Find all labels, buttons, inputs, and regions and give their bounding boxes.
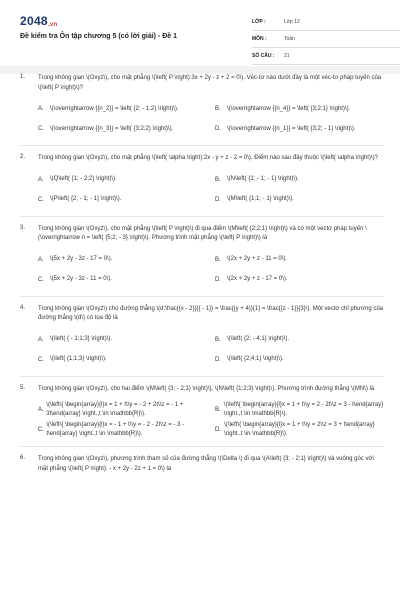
option-d[interactable] [215,190,388,210]
option-text: \(\left\{ \begin{array}{l}x = 1 + t\\y = 2 - 2t\\z = 3 - t\end{array} \right.,t \in \mathbb{R}\). [223,402,384,417]
option-c[interactable] [38,190,211,210]
question-2 [0,154,400,210]
question-separator [20,446,384,447]
option-label: B. [215,336,221,343]
option-c[interactable] [38,350,211,370]
option-text: \(\left\{ \begin{array}{l}x = 1 + t\\y = - 2 + 2t\\z = - 1 + 3t\end{array} \right.,t \in \mathbb{R}\). [46,402,184,417]
option-label: A. [38,336,44,343]
option-text: \(\left( {1;1;3} \right)\). [50,356,107,362]
meta-question-count [252,48,400,65]
option-text: \(P\left( {2; - 1; - 1} \right)\). [50,196,122,202]
option-a[interactable] [38,330,211,350]
header-divider [0,66,400,74]
logo-main: 2048 [20,14,48,28]
option-a[interactable] [38,99,211,119]
option-d[interactable] [215,420,388,440]
question-text: Trong không gian \(Oxyz\), phương trình tham số của đường thẳng \(\Delta \) đi qua \(A\left( {3; - 2;1} \right)\) và vuông góc với mặt phẳng \(\left( P \right): - x + 2y - 2z + 1 = 0\) là [38,456,374,472]
option-text: \(M\left( {1;1; - 1} \right)\). [227,196,295,202]
question-text: Trong không gian \(Oxyz\), cho mặt phẳng \(\left( \alpha \right):2x - y + z - 2 = 0\). Điểm nào sau đây thuộc \(\left( \alpha \right)\)? [38,155,378,161]
option-d[interactable] [215,270,388,290]
question-number: 5. [20,384,26,391]
question-separator [20,216,384,217]
option-b[interactable] [215,250,388,270]
meta-subject [252,31,400,48]
question-3 [0,225,400,290]
option-label: A. [38,176,44,183]
option-text: \(\overrightarrow {{n_3}} = \left( {3;2;2} \right)\). [50,125,174,132]
question-text: Trong không gian \(Oxyz\), cho mặt phẳng \(\left( P \right):3x + 2y - z + 2 = 0\). Véc-tơ nào dưới đây là một véc-tơ pháp tuyến của \(\left( P \right)\)? [38,75,382,91]
question-6 [0,455,400,474]
option-label: C. [38,196,44,203]
option-label: A. [38,256,44,263]
option-label: D. [215,196,221,203]
option-text: \(5x + 2y - 3z - 11 = 0\). [50,276,112,282]
question-separator [20,145,384,146]
option-label: B. [215,256,221,263]
meta-value: Toán [284,36,295,42]
question-separator [20,296,384,297]
question-1 [0,74,400,139]
meta-key: MÔN : [252,36,267,42]
option-text: \(2x + 2y + z - 11 = 0\). [227,256,288,262]
exam-meta [252,14,400,65]
option-label: B. [215,407,221,413]
answer-options [38,170,384,210]
exam-header [20,14,384,64]
site-logo[interactable] [20,14,57,28]
question-text: Trong không gian \(Oxyz\), cho hai điểm \(M\left( {3; - 2;1} \right)\), \(N\left( {1;2;3} \right)\). Phương trình đường thẳng \(MN\) là [38,385,375,392]
question-number: 4. [20,304,26,311]
option-text: \(\overrightarrow {{n_2}} = \left( {2; - 1;2} \right)\). [50,105,179,112]
option-d[interactable] [215,350,388,370]
option-label: B. [215,106,221,112]
logo-suffix: .vn [47,22,58,28]
option-label: C. [38,276,44,283]
question-text: Trong không gian \(Oxyz\) cho đường thẳng \(d:\frac{{x - 2}}{{ - 1}} = \frac{{y + 4}}{1} = \frac{{z - 1}}{3}\). Một vectơ chỉ phương của đường thẳng \(d\) có tọa độ là [38,305,383,321]
option-text: \(N\left( {1; - 1; - 1} \right)\). [227,176,299,182]
option-c[interactable] [38,270,211,290]
option-label: D. [215,427,221,433]
option-a[interactable] [38,170,211,190]
question-number: 2. [20,154,26,160]
option-label: C. [38,356,44,363]
option-text: \(\overrightarrow {{n_4}} = \left( {3;2;1} \right)\). [227,105,351,112]
option-label: D. [215,356,221,363]
option-text: \(\left\{ \begin{array}{l}x = - 1 + t\\y = - 2 - 2t\\z = - 3 - t\end{array} \right.,t \in \mathbb{R}\). [46,422,185,437]
option-c[interactable] [38,119,211,139]
option-a[interactable] [38,400,211,420]
meta-value: 21 [284,53,290,59]
option-text: \(\left( {2;4;1} \right)\). [227,356,284,362]
option-label: C. [38,126,44,132]
option-b[interactable] [215,330,388,350]
option-c[interactable] [38,420,211,440]
option-b[interactable] [215,170,388,190]
option-a[interactable] [38,250,211,270]
meta-key: SỐ CÂU : [252,53,275,59]
question-4 [0,305,400,370]
option-label: D. [215,276,221,283]
answer-options [38,400,384,440]
option-text: \(Q\left( {1; - 2;2} \right)\). [50,176,117,182]
option-label: C. [38,427,44,433]
option-label: D. [215,126,221,132]
question-number: 1. [20,74,26,80]
option-label: A. [38,106,44,112]
option-text: \(\left\{ \begin{array}{l}x = 1 + t\\y = 2\\z = 3 + t\end{array} \right.,t \in \mathbb{R}\). [224,422,375,437]
option-label: A. [38,407,44,413]
option-b[interactable] [215,400,388,420]
question-number: 6. [20,455,26,461]
answer-options [38,250,384,290]
option-text: \(\overrightarrow {{n_1}} = \left( {3;2; - 1} \right)\). [227,125,356,132]
option-text: \(\left( {2; - 4;1} \right)\). [227,336,290,342]
question-5 [0,385,400,441]
option-text: \(2x + 2y + z - 17 = 0\). [227,276,288,282]
option-label: B. [215,176,221,183]
answer-options [38,99,384,139]
exam-title: Đề kiểm tra Ôn tập chương 5 (có lời giải) - Đề 1 [20,33,177,40]
meta-class [252,14,400,31]
answer-options [38,330,384,370]
option-b[interactable] [215,99,388,119]
option-d[interactable] [215,119,388,139]
option-text: \(\left( { - 1;1;3} \right)\). [50,336,113,342]
question-list [0,74,400,474]
question-text: Trong không gian \(Oxyz\), cho mặt phẳng \(\left( P \right)\) đi qua điểm \(M\left( {2;2;1} \right)\) và có một vectơ pháp tuyến \(\overrightarrow n = \left( {5;2; - 3} \right)\). Phương trình mặt phẳng \(\left( P \right)\) là [38,225,367,241]
question-separator [20,376,384,377]
meta-value: Lớp 12 [284,19,300,25]
option-text: \(5x + 2y - 3z - 17 = 0\). [50,256,113,262]
question-number: 3. [20,224,26,231]
meta-key: LỚP : [252,19,266,25]
